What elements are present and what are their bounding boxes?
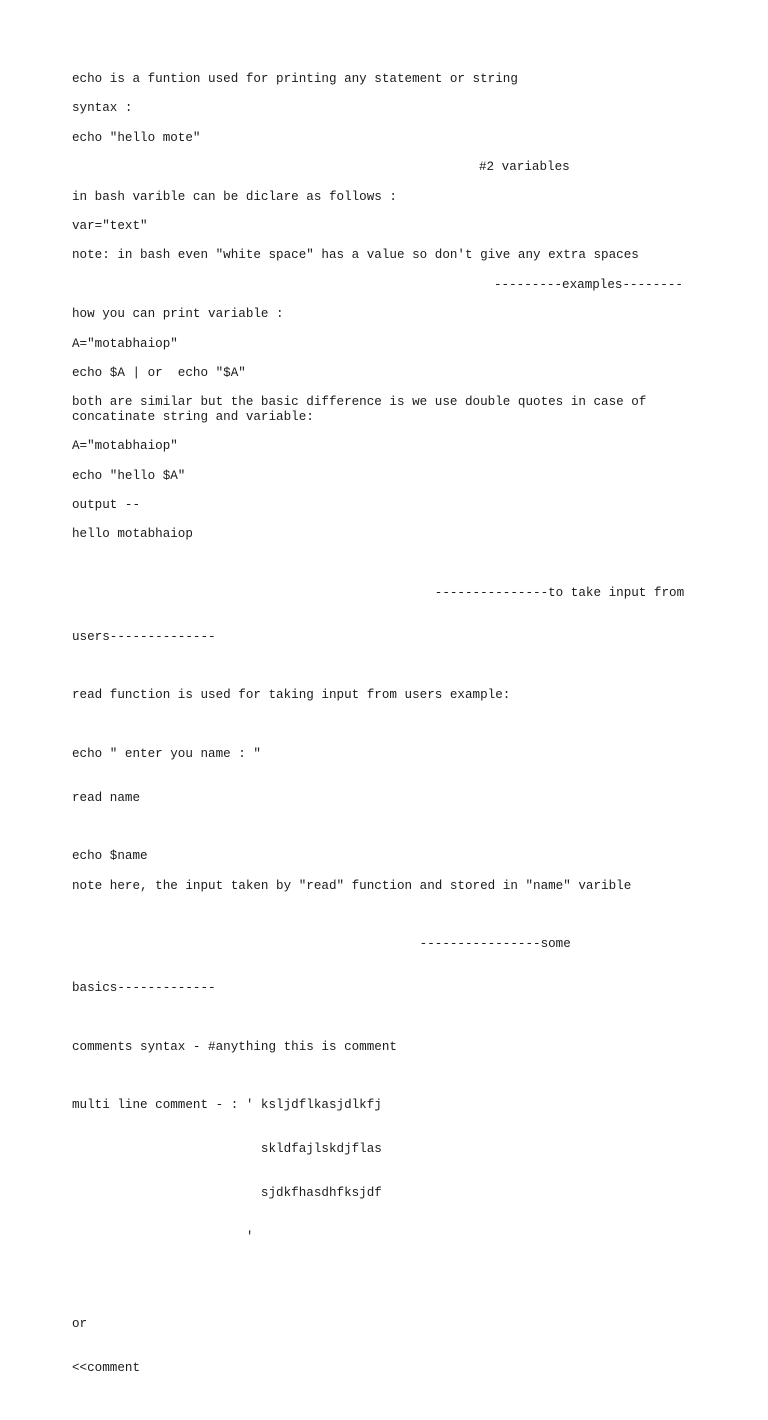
code-line: A="motabhaiop" bbox=[72, 439, 178, 454]
text-paragraph: comments syntax - #anything this is comment bbox=[72, 1039, 397, 1054]
section-heading bbox=[72, 557, 696, 674]
code-line: echo " enter you name : " bbox=[72, 746, 261, 761]
text-paragraph: both are similar but the basic difference is we use double quotes in case of concatinate string and variable: bbox=[72, 395, 654, 424]
heading-line: ----------------some bbox=[72, 937, 571, 952]
section-heading bbox=[72, 908, 696, 1025]
code-block bbox=[72, 1288, 696, 1405]
heading-line: users-------------- bbox=[72, 629, 216, 644]
text-paragraph: in bash varible can be diclare as follows : bbox=[72, 189, 397, 204]
text-paragraph: echo is a funtion used for printing any statement or string bbox=[72, 72, 518, 86]
code-line: <<comment bbox=[72, 1361, 141, 1376]
code-block bbox=[72, 718, 696, 835]
code-line: sjdkfhasdhfksjdf bbox=[72, 1185, 382, 1200]
code-block bbox=[72, 1069, 696, 1273]
code-line: echo $name bbox=[72, 849, 148, 864]
output-line: hello motabhaiop bbox=[72, 527, 193, 542]
code-line: read name bbox=[72, 790, 141, 805]
text-paragraph: output -- bbox=[72, 498, 141, 513]
note-paragraph: note here, the input taken by "read" function and stored in "name" varible bbox=[72, 878, 632, 893]
code-line: A="motabhaiop" bbox=[72, 336, 178, 351]
code-line: skldfajlskdjflas bbox=[72, 1142, 382, 1157]
code-line: var="text" bbox=[72, 218, 148, 233]
heading-line: ---------------to take input from bbox=[72, 586, 685, 601]
document-page bbox=[72, 72, 696, 1420]
text-paragraph: how you can print variable : bbox=[72, 307, 284, 322]
code-line: echo "hello $A" bbox=[72, 468, 186, 483]
code-line: ' bbox=[72, 1229, 254, 1244]
code-line: echo "hello mote" bbox=[72, 130, 201, 145]
code-line: echo $A | or echo "$A" bbox=[72, 365, 246, 380]
section-heading: #2 variables bbox=[479, 160, 570, 175]
section-heading: ---------examples-------- bbox=[494, 277, 683, 292]
code-line: or bbox=[72, 1317, 88, 1332]
text-paragraph: syntax : bbox=[72, 101, 133, 116]
code-line: multi line comment - : ' ksljdflkasjdlkfj bbox=[72, 1098, 382, 1113]
heading-line: basics------------- bbox=[72, 981, 216, 996]
note-paragraph: note: in bash even "white space" has a value so don't give any extra spaces bbox=[72, 248, 639, 263]
text-paragraph: read function is used for taking input from users example: bbox=[72, 688, 511, 703]
